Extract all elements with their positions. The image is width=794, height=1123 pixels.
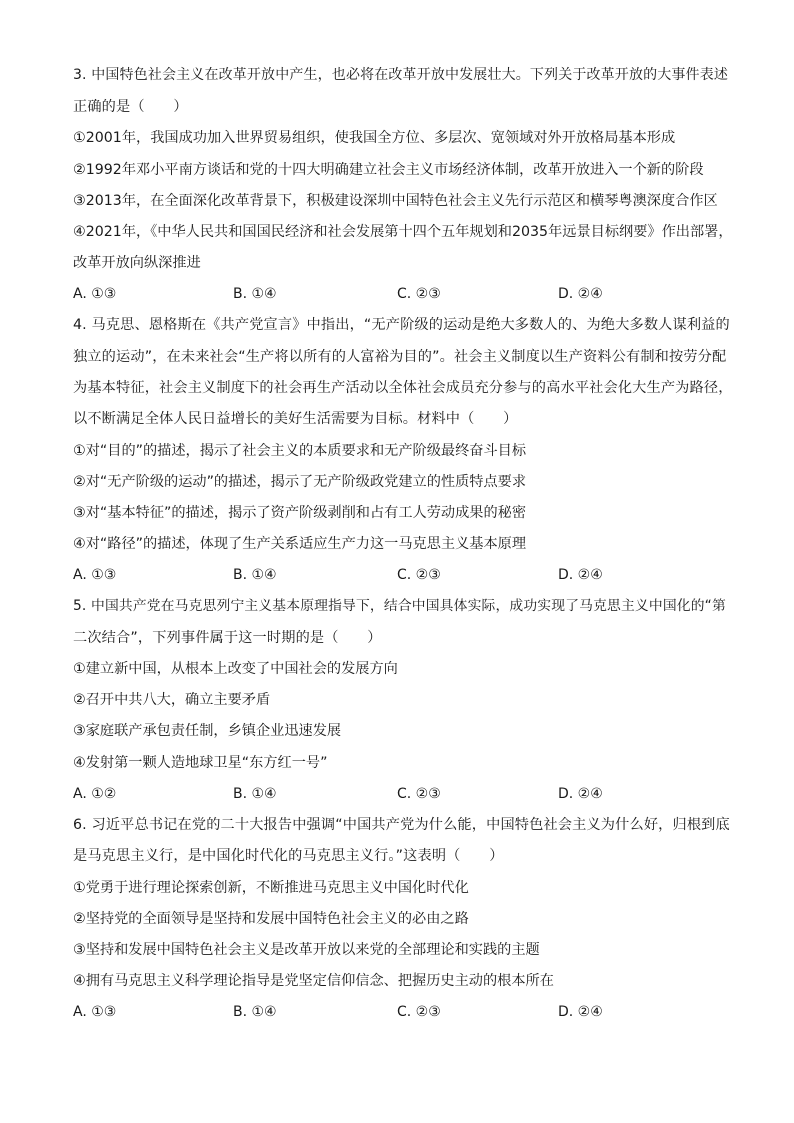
q5-option-a[interactable]: A. ①② [73, 786, 117, 802]
q3-options [73, 284, 733, 304]
q5-option-d[interactable]: D. ②④ [558, 786, 603, 802]
q4-item-4: ④对“路径”的描述，体现了生产关系适应生产力这一马克思主义基本原理 [73, 536, 527, 552]
q3-item-4-cont: 改革开放向纵深推进 [73, 255, 201, 271]
q4-option-d[interactable]: D. ②④ [558, 567, 603, 583]
q4-stem-line-4: 以不断满足全体人民日益增长的美好生活需要为目标。材料中（ ） [73, 411, 518, 427]
q5-item-4: ④发射第一颗人造地球卫星“东方红一号” [73, 755, 328, 771]
q4-stem-line-1: 4. 马克思、恩格斯在《共产党宣言》中指出，“无产阶级的运动是绝大多数人的、为绝大多数人谋利益的 [73, 317, 730, 333]
q4-item-1: ①对“目的”的描述，揭示了社会主义的本质要求和无产阶级最终奋斗目标 [73, 443, 527, 459]
q6-option-d[interactable]: D. ②④ [558, 1004, 603, 1020]
q5-item-2: ②召开中共八大，确立主要矛盾 [73, 692, 271, 708]
q3-option-a[interactable]: A. ①③ [73, 286, 117, 302]
q4-options [73, 565, 733, 585]
q5-option-b[interactable]: B. ①④ [233, 786, 277, 802]
q4-option-c[interactable]: C. ②③ [397, 567, 441, 583]
q5-stem-line-1: 5. 中国共产党在马克思列宁主义基本原理指导下，结合中国具体实际，成功实现了马克思主义中国化的“第 [73, 598, 726, 614]
q3-option-b[interactable]: B. ①④ [233, 286, 277, 302]
q6-item-2: ②坚持党的全面领导是坚持和发展中国特色社会主义的必由之路 [73, 911, 469, 927]
q6-option-c[interactable]: C. ②③ [397, 1004, 441, 1020]
q5-item-1: ①建立新中国，从根本上改变了中国社会的发展方向 [73, 661, 398, 677]
q4-option-a[interactable]: A. ①③ [73, 567, 117, 583]
q6-options [73, 1002, 733, 1022]
q6-item-3: ③坚持和发展中国特色社会主义是改革开放以来党的全部理论和实践的主题 [73, 942, 540, 958]
q3-option-d[interactable]: D. ②④ [558, 286, 603, 302]
q5-stem-line-2: 二次结合”，下列事件属于这一时期的是（ ） [73, 630, 382, 646]
q3-stem-line-2: 正确的是（ ） [73, 99, 188, 115]
q3-item-4: ④2021年，《中华人民共和国国民经济和社会发展第十四个五年规划和2035年远景目标纲要》作出部署， [73, 224, 733, 240]
q6-option-a[interactable]: A. ①③ [73, 1004, 117, 1020]
q4-item-3: ③对“基本特征”的描述，揭示了资产阶级剥削和占有工人劳动成果的秘密 [73, 505, 527, 521]
q6-item-4: ④拥有马克思主义科学理论指导是党坚定信仰信念、把握历史主动的根本所在 [73, 973, 554, 989]
q4-option-b[interactable]: B. ①④ [233, 567, 277, 583]
q3-item-1: ①2001年，我国成功加入世界贸易组织，使我国全方位、多层次、宽领域对外开放格局基本形成 [73, 130, 676, 146]
q3-stem-line-1: 3. 中国特色社会主义在改革开放中产生，也必将在改革开放中发展壮大。下列关于改革开放的大事件表述 [73, 67, 729, 83]
q5-option-c[interactable]: C. ②③ [397, 786, 441, 802]
q6-item-1: ①党勇于进行理论探索创新，不断推进马克思主义中国化时代化 [73, 880, 469, 896]
q6-stem-line-2: 是马克思主义行，是中国化时代化的马克思主义行。”这表明（ ） [73, 848, 504, 864]
q3-item-3: ③2013年，在全面深化改革背景下，积极建设深圳中国特色社会主义先行示范区和横琴粤澳深度合作区 [73, 193, 718, 209]
q5-item-3: ③家庭联产承包责任制，乡镇企业迅速发展 [73, 723, 342, 739]
q3-option-c[interactable]: C. ②③ [397, 286, 441, 302]
q5-options [73, 784, 733, 804]
q6-option-b[interactable]: B. ①④ [233, 1004, 277, 1020]
q6-stem-line-1: 6. 习近平总书记在党的二十大报告中强调“中国共产党为什么能，中国特色社会主义为什么好，归根到底 [73, 817, 730, 833]
q4-stem-line-2: 独立的运动”，在未来社会“生产将以所有的人富裕为目的”。社会主义制度以生产资料公有制和按劳分配 [73, 349, 727, 365]
q4-item-2: ②对“无产阶级的运动”的描述，揭示了无产阶级政党建立的性质特点要求 [73, 474, 527, 490]
q3-item-2: ②1992年邓小平南方谈话和党的十四大明确建立社会主义市场经济体制，改革开放进入一个新的阶段 [73, 162, 704, 178]
q4-stem-line-3: 为基本特征，社会主义制度下的社会再生产活动以全体社会成员充分参与的高水平社会化大生产为路径， [73, 380, 733, 396]
